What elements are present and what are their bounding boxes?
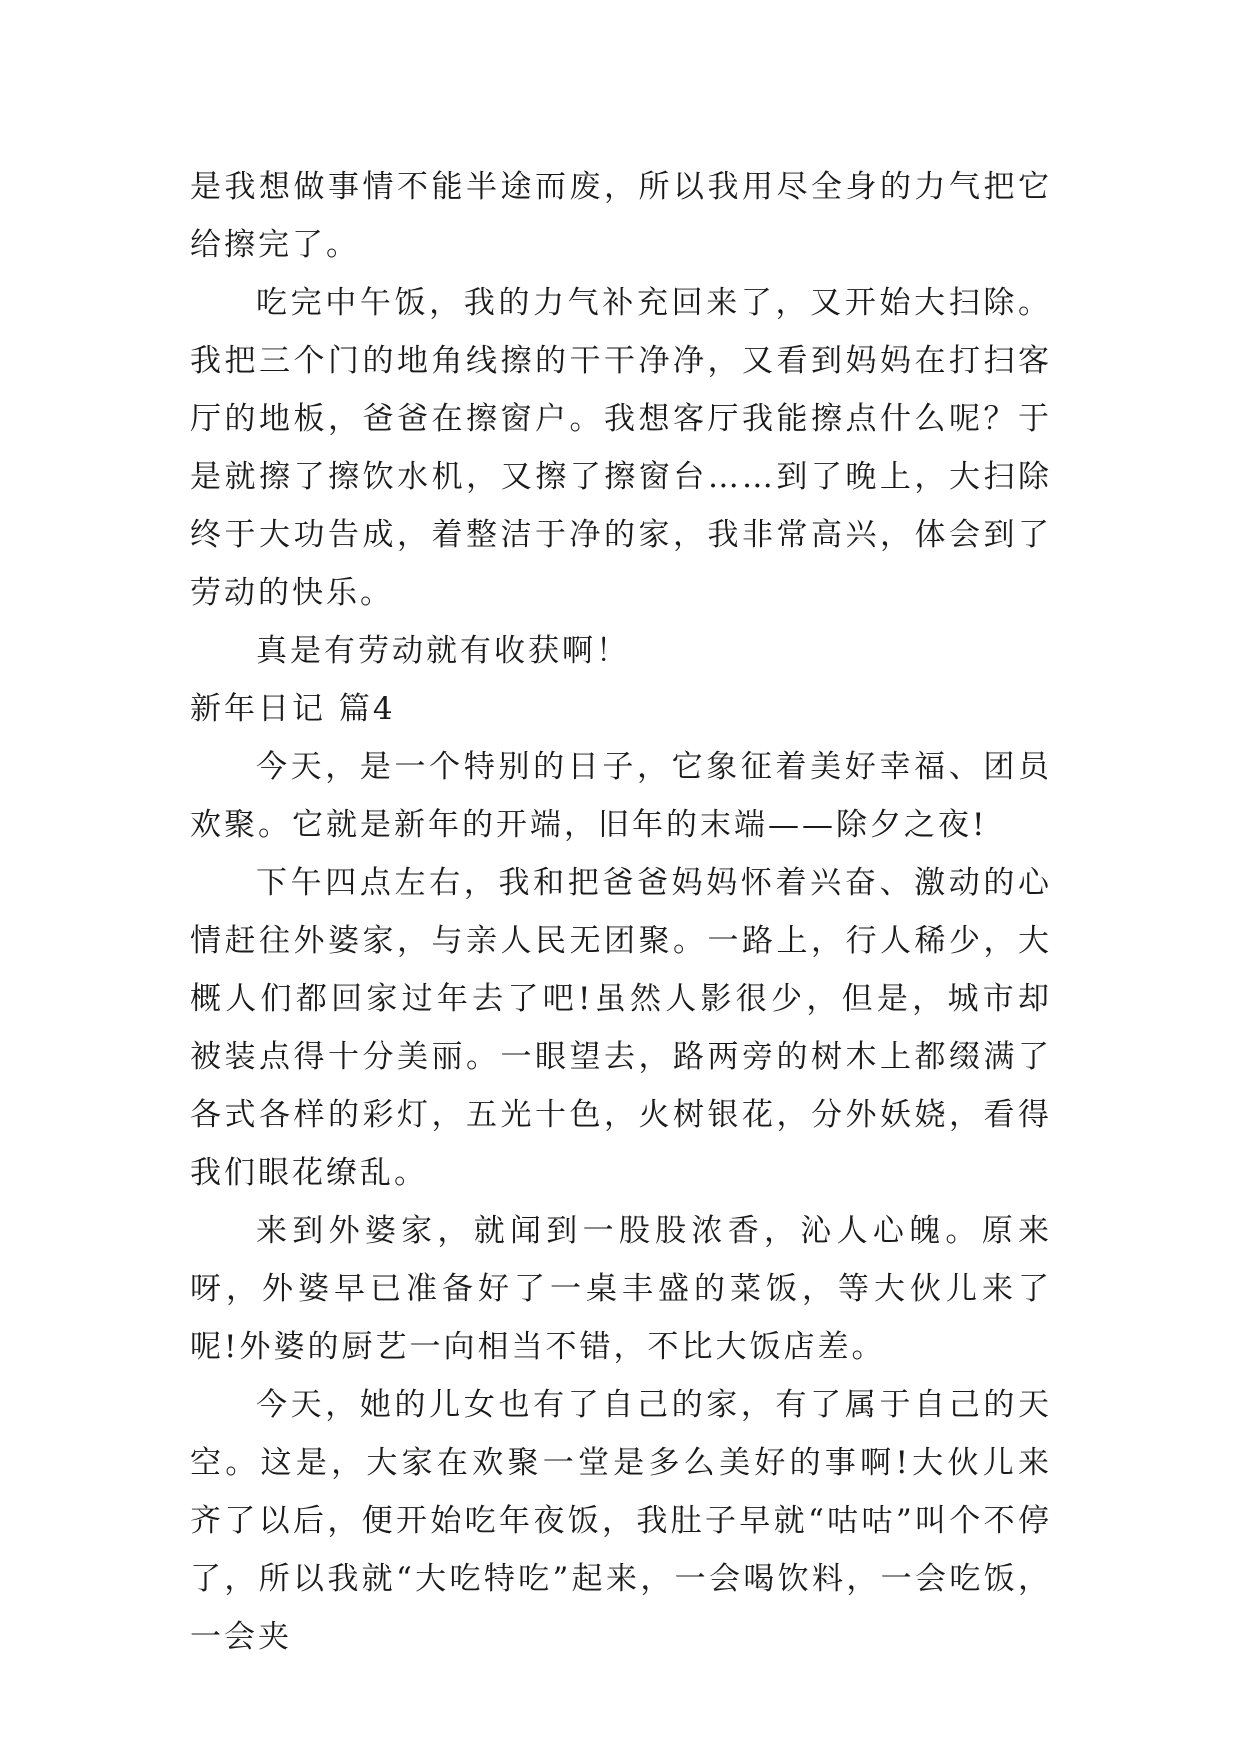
document-body xyxy=(190,158,1052,1666)
paragraph-grandma-house: 来到外婆家，就闻到一股股浓香，沁人心魄。原来呀，外婆早已准备好了一桌丰盛的菜饭，等大伙儿来了呢!外婆的厨艺一向相当不错，不比大饭店差。 xyxy=(190,1213,1052,1365)
paragraph-cleaning: 吃完中午饭，我的力气补充回来了，又开始大扫除。我把三个门的地角线擦的干干净净，又看到妈妈在打扫客厅的地板，爸爸在擦窗户。我想客厅我能擦点什么呢？于是就擦了擦饮水机，又擦了擦窗台……到了晚上，大扫除终于大功告成，着整洁于净的家，我非常高兴，体会到了劳动的快乐。 xyxy=(190,285,1052,611)
section-heading: 新年日记 篇4 xyxy=(190,691,396,727)
paragraph-new-year-eve: 今天，是一个特别的日子，它象征着美好幸福、团员欢聚。它就是新年的开端，旧年的末端——除夕之夜! xyxy=(190,749,1052,843)
paragraph-harvest: 真是有劳动就有收获啊！ xyxy=(256,633,630,669)
paragraph-continued: 是我想做事情不能半途而废，所以我用尽全身的力气把它给擦完了。 xyxy=(190,169,1052,263)
paragraph-journey: 下午四点左右，我和把爸爸妈妈怀着兴奋、激动的心情赶往外婆家，与亲人民无团聚。一路上，行人稀少，大概人们都回家过年去了吧!虽然人影很少，但是，城市却被装点得十分美丽。一眼望去，路两旁的树木上都缀满了各式各样的彩灯，五光十色，火树银花，分外妖娆，看得我们眼花缭乱。 xyxy=(190,865,1052,1191)
paragraph-reunion-dinner: 今天，她的儿女也有了自己的家，有了属于自己的天空。这是，大家在欢聚一堂是多么美好的事啊!大伙儿来齐了以后，便开始吃年夜饭，我肚子早就“咕咕”叫个不停了，所以我就“大吃特吃”起来，一会喝饮料，一会吃饭，一会夹 xyxy=(190,1387,1052,1655)
